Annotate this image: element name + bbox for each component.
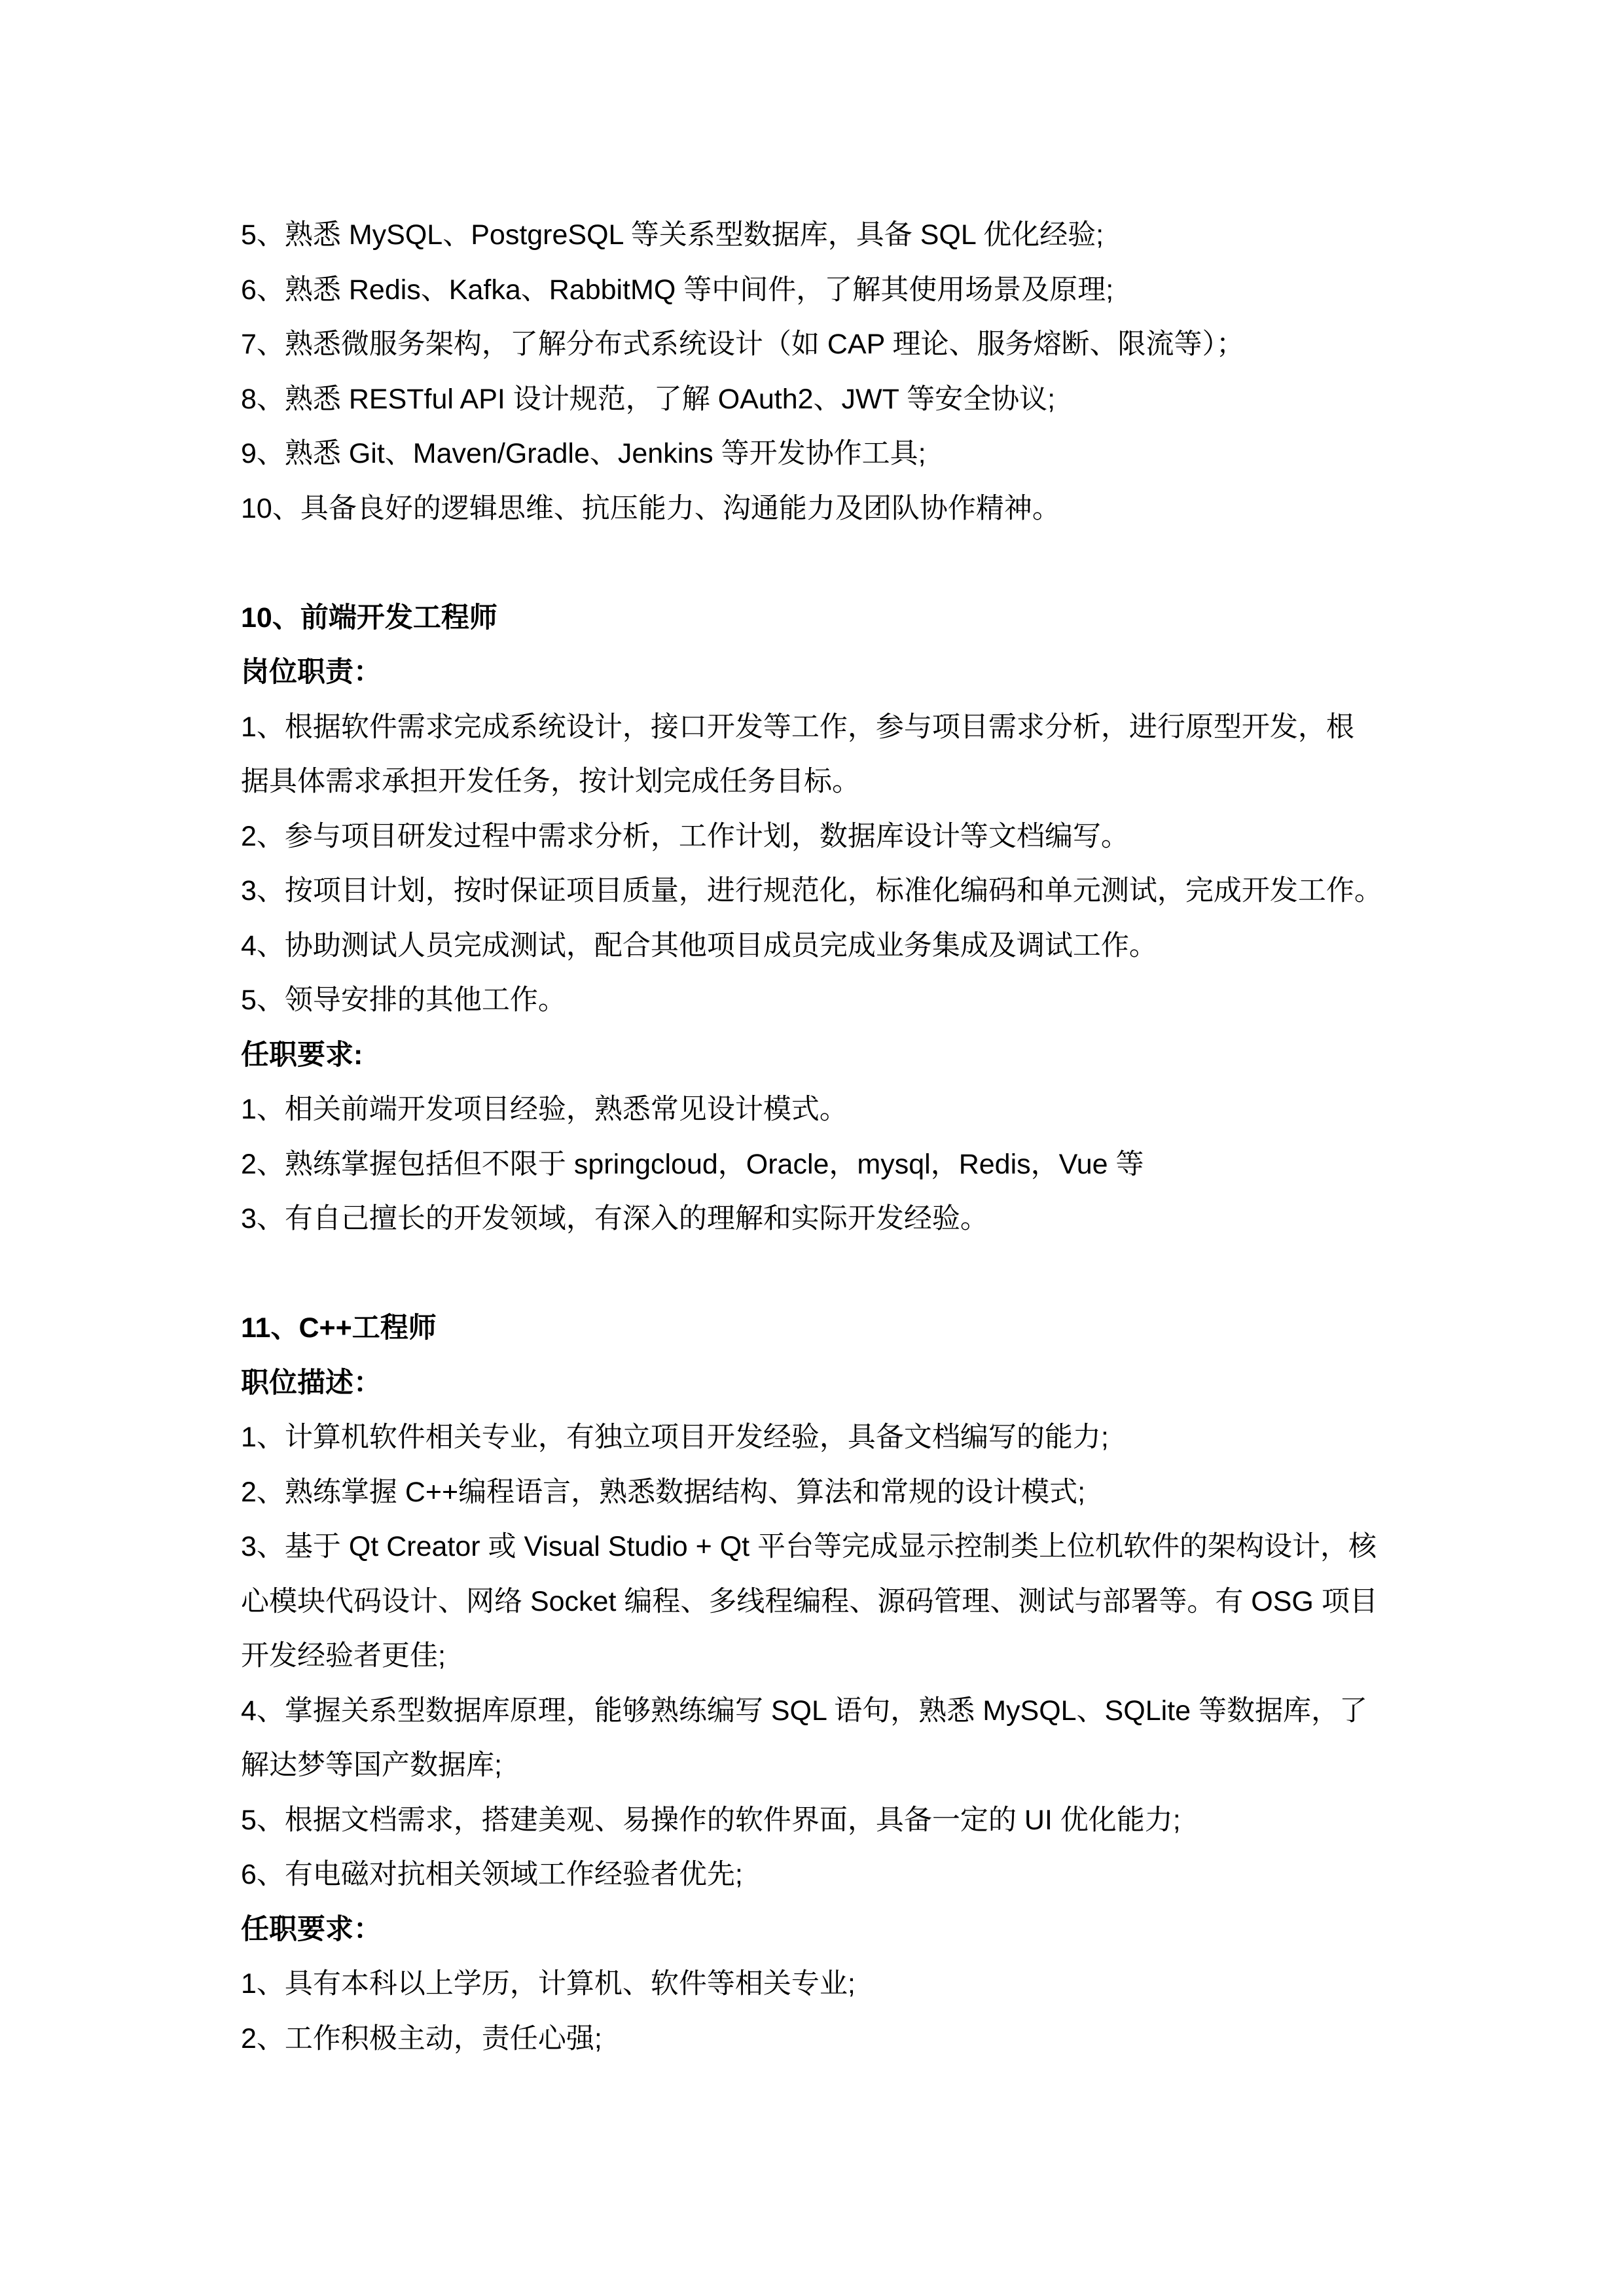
heading-line: 10、前端开发工程师	[241, 601, 497, 634]
blank-line	[241, 1247, 1390, 1302]
text-line: 5、熟悉 MySQL、PostgreSQL 等关系型数据库，具备 SQL 优化经验;	[241, 219, 1104, 251]
text-line: 据具体需求承担开发任务，按计划完成任务目标。	[241, 766, 860, 797]
text-line: 3、有自己擅长的开发领域，有深入的理解和实际开发经验。	[241, 1203, 988, 1234]
text-line: 7、熟悉微服务架构，了解分布式系统设计（如 CAP 理论、服务熔断、限流等）；	[241, 329, 1244, 360]
text-line: 1、具有本科以上学历，计算机、软件等相关专业;	[241, 1968, 856, 2000]
text-line: 心模块代码设计、网络 Socket 编程、多线程编程、源码管理、测试与部署等。有 OSG 项目	[241, 1585, 1378, 1617]
text-line: 6、熟悉 Redis、Kafka、RabbitMQ 等中间件，了解其使用场景及原理;	[241, 274, 1114, 306]
text-line: 3、按项目计划，按时保证项目质量，进行规范化，标准化编码和单元测试，完成开发工作。	[241, 875, 1382, 906]
text-line: 6、有电磁对抗相关领域工作经验者优先;	[241, 1859, 743, 1890]
heading-line: 岗位职责：	[241, 656, 382, 688]
text-line: 1、计算机软件相关专业，有独立项目开发经验，具备文档编写的能力;	[241, 1422, 1109, 1453]
text-line: 5、领导安排的其他工作。	[241, 984, 566, 1016]
text-line: 1、相关前端开发项目经验，熟悉常见设计模式。	[241, 1094, 848, 1125]
text-line: 4、协助测试人员完成测试，配合其他项目成员完成业务集成及调试工作。	[241, 929, 1157, 961]
text-line: 3、基于 Qt Creator 或 Visual Studio + Qt 平台等完成显示控制类上位机软件的架构设计，核	[241, 1531, 1377, 1562]
heading-line: 11、C++工程师	[241, 1312, 437, 1344]
text-line: 2、熟练掌握 C++编程语言，熟悉数据结构、算法和常规的设计模式;	[241, 1476, 1086, 1508]
text-line: 2、熟练掌握包括但不限于 springcloud，Oracle，mysql，Redis，Vue 等	[241, 1148, 1144, 1180]
text-line: 5、根据文档需求，搭建美观、易操作的软件界面，具备一定的 UI 优化能力;	[241, 1804, 1181, 1836]
text-line: 1、根据软件需求完成系统设计，接口开发等工作，参与项目需求分析，进行原型开发，根	[241, 711, 1354, 743]
blank-line	[241, 536, 1390, 591]
text-line: 8、熟悉 RESTful API 设计规范，了解 OAuth2、JWT 等安全协议;	[241, 383, 1056, 415]
text-line: 9、熟悉 Git、Maven/Gradle、Jenkins 等开发协作工具;	[241, 438, 926, 469]
text-line: 10、具备良好的逻辑思维、抗压能力、沟通能力及团队协作精神。	[241, 492, 1060, 524]
text-line: 解达梦等国产数据库;	[241, 1749, 502, 1781]
heading-line: 任职要求：	[241, 1913, 382, 1945]
heading-line: 任职要求:	[241, 1039, 363, 1071]
text-line: 2、工作积极主动，责任心强;	[241, 2022, 602, 2054]
text-line: 2、参与项目研发过程中需求分析，工作计划，数据库设计等文档编写。	[241, 820, 1129, 852]
heading-line: 职位描述：	[241, 1367, 382, 1399]
text-line: 开发经验者更佳;	[241, 1640, 446, 1672]
document-body	[241, 208, 1390, 2066]
text-line: 4、掌握关系型数据库原理，能够熟练编写 SQL 语句，熟悉 MySQL、SQLite 等数据库，了	[241, 1695, 1367, 1727]
